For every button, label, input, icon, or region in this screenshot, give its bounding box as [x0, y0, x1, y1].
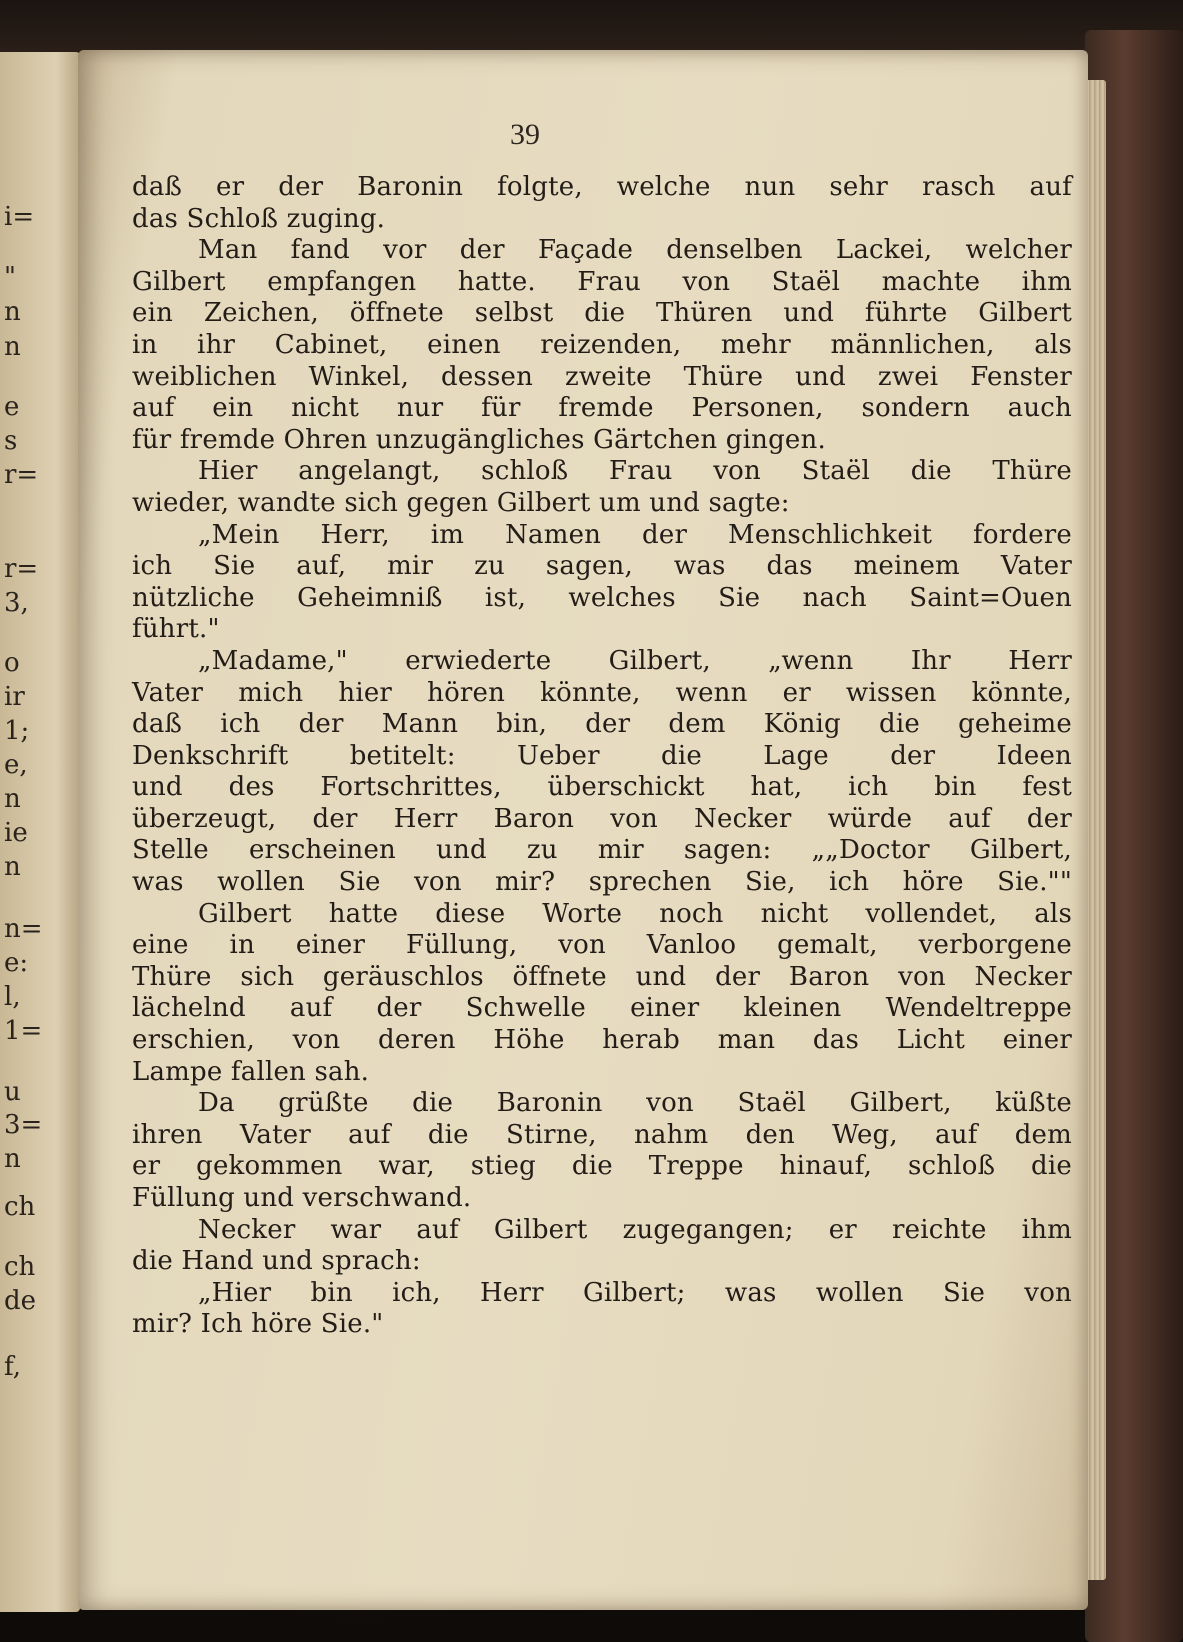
- text-line: in ihr Cabinet, einen reizenden, mehr männlichen, als: [132, 329, 1072, 360]
- text-line: was wollen Sie von mir? sprechen Sie, ich höre Sie."": [132, 867, 1072, 898]
- text-line: Necker war auf Gilbert zugegangen; er reichte ihm: [198, 1214, 1072, 1245]
- text-line: und des Fortschrittes, überschickt hat, ich bin fest: [132, 772, 1072, 803]
- left-page-fragment: f,: [4, 1352, 21, 1382]
- left-page-fragment: n: [4, 784, 21, 814]
- left-page-fragment: ": [4, 262, 16, 292]
- text-line: auf ein nicht nur für fremde Personen, sondern auch: [132, 393, 1072, 424]
- text-line: ich Sie auf, mir zu sagen, was das meinem Vater: [132, 551, 1072, 582]
- text-line: ihren Vater auf die Stirne, nahm den Weg, auf dem: [132, 1119, 1072, 1150]
- text-line: daß er der Baronin folgte, welche nun sehr rasch auf: [132, 172, 1072, 202]
- left-page-fragment: n: [4, 297, 21, 327]
- text-line: Lampe fallen sah.: [132, 1056, 370, 1087]
- text-line: Man fand vor der Façade denselben Lackei, welcher: [198, 235, 1072, 266]
- left-page-fragment: 1=: [4, 1016, 43, 1046]
- text-line: daß ich der Mann bin, der dem König die geheime: [132, 709, 1072, 740]
- text-line: Da grüßte die Baronin von Staël Gilbert, küßte: [198, 1088, 1072, 1119]
- text-line: wieder, wandte sich gegen Gilbert um und sagte:: [132, 487, 790, 518]
- text-line: lächelnd auf der Schwelle einer kleinen Wendeltreppe: [132, 993, 1072, 1024]
- left-page-fragment: i=: [4, 202, 35, 232]
- left-page-fragment: l,: [4, 982, 21, 1012]
- text-line: Füllung und verschwand.: [132, 1183, 472, 1213]
- left-page-fragment: r=: [4, 554, 39, 584]
- left-page-fragment: e: [4, 392, 20, 422]
- text-line: er gekommen war, stieg die Treppe hinauf, schloß die: [132, 1151, 1072, 1182]
- left-page-fragment: de: [4, 1286, 37, 1316]
- text-line: das Schloß zuging.: [132, 203, 386, 234]
- text-line: weiblichen Winkel, dessen zweite Thüre und zwei Fenster: [132, 361, 1072, 392]
- text-line: „Hier bin ich, Herr Gilbert; was wollen Sie von: [198, 1277, 1072, 1308]
- left-page-fragment: n: [4, 332, 21, 362]
- text-line: Gilbert empfangen hatte. Frau von Staël machte ihm: [132, 266, 1072, 297]
- left-facing-page: [0, 52, 80, 1612]
- left-page-fragment: r=: [4, 460, 39, 490]
- text-line: Stelle erscheinen und zu mir sagen: „„Doctor Gilbert,: [132, 835, 1072, 866]
- text-line: Denkschrift betitelt: Ueber die Lage der Ideen: [132, 740, 1072, 771]
- left-page-fragment: n: [4, 1144, 21, 1174]
- left-page-fragment: n=: [4, 914, 43, 944]
- left-page-fragment: o: [4, 648, 20, 678]
- left-page-fragment: ch: [4, 1192, 36, 1222]
- text-line: Vater mich hier hören könnte, wenn er wissen könnte,: [132, 677, 1072, 708]
- left-page-fragment: e,: [4, 750, 28, 780]
- left-page-fragment: u: [4, 1077, 21, 1107]
- text-line: mir? Ich höre Sie.": [132, 1309, 384, 1340]
- left-page-fragment: n: [4, 852, 21, 882]
- text-line: überzeugt, der Herr Baron von Necker würde auf der: [132, 803, 1072, 834]
- left-page-fragment: 1;: [4, 716, 30, 746]
- left-page-fragment: ie: [4, 818, 28, 848]
- left-page-fragment: ch: [4, 1252, 36, 1282]
- page-text: [132, 172, 1072, 1341]
- text-line: Gilbert hatte diese Worte noch nicht vollendet, als: [198, 898, 1072, 929]
- left-page-fragment: 3=: [4, 1110, 43, 1140]
- text-line: Thüre sich geräuschlos öffnete und der Baron von Necker: [132, 961, 1072, 992]
- text-line: erschien, von deren Höhe herab man das Licht einer: [132, 1025, 1072, 1056]
- text-line: „Mein Herr, im Namen der Menschlichkeit fordere: [198, 519, 1072, 550]
- text-line: führt.": [132, 614, 220, 645]
- text-line: für fremde Ohren unzugängliches Gärtchen gingen.: [132, 424, 826, 455]
- text-line: Hier angelangt, schloß Frau von Staël die Thüre: [198, 456, 1072, 487]
- left-page-fragment: s: [4, 426, 18, 456]
- text-line: „Madame," erwiederte Gilbert, „wenn Ihr Herr: [198, 645, 1072, 676]
- left-page-fragment: e:: [4, 948, 29, 978]
- text-line: ein Zeichen, öffnete selbst die Thüren und führte Gilbert: [132, 298, 1072, 329]
- text-line: die Hand und sprach:: [132, 1246, 421, 1277]
- text-line: eine in einer Füllung, von Vanloo gemalt, verborgene: [132, 930, 1072, 961]
- left-page-fragment: 3,: [4, 588, 29, 618]
- text-line: nützliche Geheimniß ist, welches Sie nach Saint=Ouen: [132, 582, 1072, 613]
- left-page-fragment: ir: [4, 682, 25, 712]
- page-number: 39: [510, 118, 540, 151]
